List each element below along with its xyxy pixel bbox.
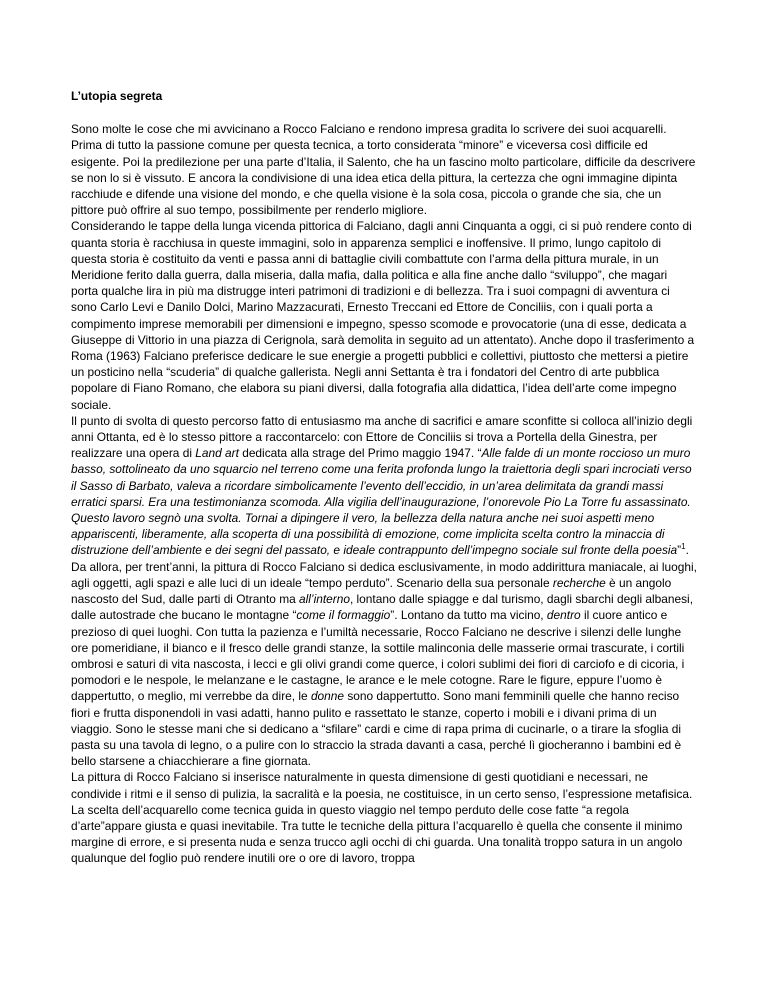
paragraph-text: il cuore antico e prezioso di quei luoghi. Con tutta la pazienza e l’umiltà necessarie, Rocco Falciano ne descrive i silenzi delle lunghe ore pomeridiane, il bianco e il fresco delle grandi stanze, la sottile malinconia delle masserie ormai trascurate, i cortili ombrosi e saturi di vita nascosta, i lecci e gli olivi grandi come querce, i colori sublimi dei fiori di carciofo e di cicoria, i pomodori e le nespole, le melanzane e le castagne, le arance e le mele cotogne. Rare le figure, eppure l’uomo è dappertutto, o meglio, mi verrebbe da dire, le: [71, 608, 685, 704]
italic-text: Alle falde di un monte roccioso un muro basso, sottolineato da uno squarcio nel terreno come una ferita profonda lungo la traiettoria degli spari incrociati verso il Sasso di Barbato, valeva a ricordare simbolicamente l’evento dell’eccidio, in un’area delimitata da grandi massi erratici sparsi. Era una testimonianza scomoda. Alla vigilia dell’inaugurazione, l’onorevole Pio La Torre fu assassinato. Questo lavoro segnò una svolta. Tornai a dipingere il vero, la bellezza della natura anche nei suoi aspetti meno appariscenti, liberamente, alla scoperta di una possibilità di emozione, come implicita scelta contro la minaccia di distruzione dell’ambiente e dei segni del passato, e ideale contrappunto dell’impegno sociale sul fronte della poesia: [71, 446, 692, 558]
paragraph: [71, 218, 697, 412]
paragraph: [71, 769, 697, 801]
paragraph-text: è un angolo nascosto del Sud, dalle parti di Otranto ma: [71, 575, 672, 607]
italic-text: recherche: [552, 575, 606, 590]
italic-text: Land art: [195, 446, 239, 461]
document-body: [71, 121, 697, 866]
paragraph-text: dedicata alla strage del Primo maggio 1947. “: [238, 446, 482, 461]
footnote-reference: 1: [681, 542, 686, 552]
paragraph-text: La pittura di Rocco Falciano si inserisce naturalmente in questa dimensione di gesti quotidiani e necessari, ne condivide i ritmi e il senso di pulizia, la sacralità e la poesia, ne costituisce, in un certo senso, l’espressione metafisica.: [71, 770, 693, 801]
paragraph: [71, 559, 697, 770]
paragraph-text: Considerando le tappe della lunga vicenda pittorica di Falciano, dagli anni Cinquanta a oggi, ci si può rendere conto di quanta storia è racchiusa in queste immagini, solo in apparenza semplici e inoffensive. Il primo, lungo capitolo di questa storia è costituito da venti e passa anni di battaglie civili combattute con l’arma della pittura murale, in un Meridione ferito dalla guerra, dalla miseria, dalla mafia, dalla politica e alla fine anche dallo “sviluppo”, che magari porta qualche lira in più ma distrugge interi patrimoni di tradizioni e di bellezza. Tra i suoi compagni di avventura ci sono Carlo Levi e Danilo Dolci, Marino Mazzacurati, Ernesto Treccani ed Ettore de Conciliis, con i quali porta a compimento imprese memorabili per dimensioni e impegno, spesso scomode e provocatorie (una di esse, dedicata a Giuseppe di Vittorio in una piazza di Cerignola, sarà demolita in seguito ad un attentato). Anche dopo il trasferimento a Roma (1963) Falciano preferisce dedicare le sue energie a progetti pubblici e collettivi, piuttosto che mettersi a pietire un posticino nella “scuderia” di qualche gallerista. Negli anni Settanta è tra i fondatori del Centro di arte pubblica popolare di Fiano Romano, che elabora su piani diversi, dalla fotografia alla didattica, l’idea dell’arte come impegno sociale.: [71, 219, 695, 412]
paragraph-text: .: [685, 543, 689, 558]
paragraph-text: Da allora, per trent’anni, la pittura di Rocco Falciano si dedica esclusivamente, in modo addirittura maniacale, ai luoghi, agli oggetti, agli spazi e alle luci di un ideale “tempo perduto”. Scenario della sua personale: [71, 559, 697, 590]
paragraph-text: ”. Lontano da tutto ma vicino,: [390, 608, 547, 623]
paragraph-text: , lontano dalle spiagge e dal turismo, dagli sbarchi degli albanesi, dalle autostrade che bucano le montagne “: [71, 592, 694, 623]
paragraph-text: Sono molte le cose che mi avvicinano a Rocco Falciano e rendono impresa gradita lo scrivere dei suoi acquarelli. Prima di tutto la passione comune per questa tecnica, a torto considerata “minore” e viceversa così difficile ed esigente. Poi la predilezione per una parte d’Italia, il Salento, che ha un fascino molto particolare, difficile da descrivere se non lo si è vissuto. E ancora la condivisione di una idea etica della pittura, la certezza che ogni immagine dipinta racchiude e difende una visione del mondo, e che quella visione è la sola cosa, piccola o grande che sia, che un pittore può offrire al suo tempo, possibilmente per renderlo migliore.: [71, 122, 696, 218]
paragraph: [71, 121, 697, 218]
paragraph-text: La scelta dell’acquarello come tecnica guida in questo viaggio nel tempo perduto delle cose fatte “a regola d’arte”appare giusta e quasi inevitabile. Tra tutte le tecniche della pittura l’acquarello è quella che consente il minimo margine di errore, e si presenta nuda e senza trucco agli occhi di chi guarda. Una tonalità troppo satura in un angolo qualunque del foglio può rendere inutili ore o ore di lavoro, troppa: [71, 802, 683, 866]
paragraph: [71, 413, 697, 559]
document-title: L’utopia segreta: [71, 89, 163, 103]
paragraph-text: sono dappertutto. Sono mani femminili quelle che hanno reciso fiori e frutta disponendoli in vasi adatti, hanno pulito e rassettato le stanze, coperto i mobili e i divani prima di un viaggio. Sono le stesse mani che si dedicano a “sfilare” cardi e cime di rapa prima di cucinarle, o a tirare la sfoglia di pasta su una tavola di legno, o a pulire con lo straccio la strada davanti a casa, perché lì giocheranno i bambini ed è bello starsene a chiacchierare a fine giornata.: [71, 689, 682, 769]
italic-text: all’interno: [299, 592, 350, 607]
italic-text: come il formaggio: [296, 608, 391, 623]
italic-text: dentro: [546, 608, 581, 623]
paragraph-text: Il punto di svolta di questo percorso fatto di entusiasmo ma anche di sacrifici e amare sconfitte si colloca all’inizio degli anni Ottanta, ed è lo stesso pittore a raccontarcelo: con Ettore de Conciliis si trova a Portella della Ginestra, per realizzare una opera di: [71, 413, 693, 461]
paragraph: [71, 802, 697, 867]
paragraph-text: ”: [677, 543, 682, 558]
italic-text: donne: [310, 689, 345, 704]
